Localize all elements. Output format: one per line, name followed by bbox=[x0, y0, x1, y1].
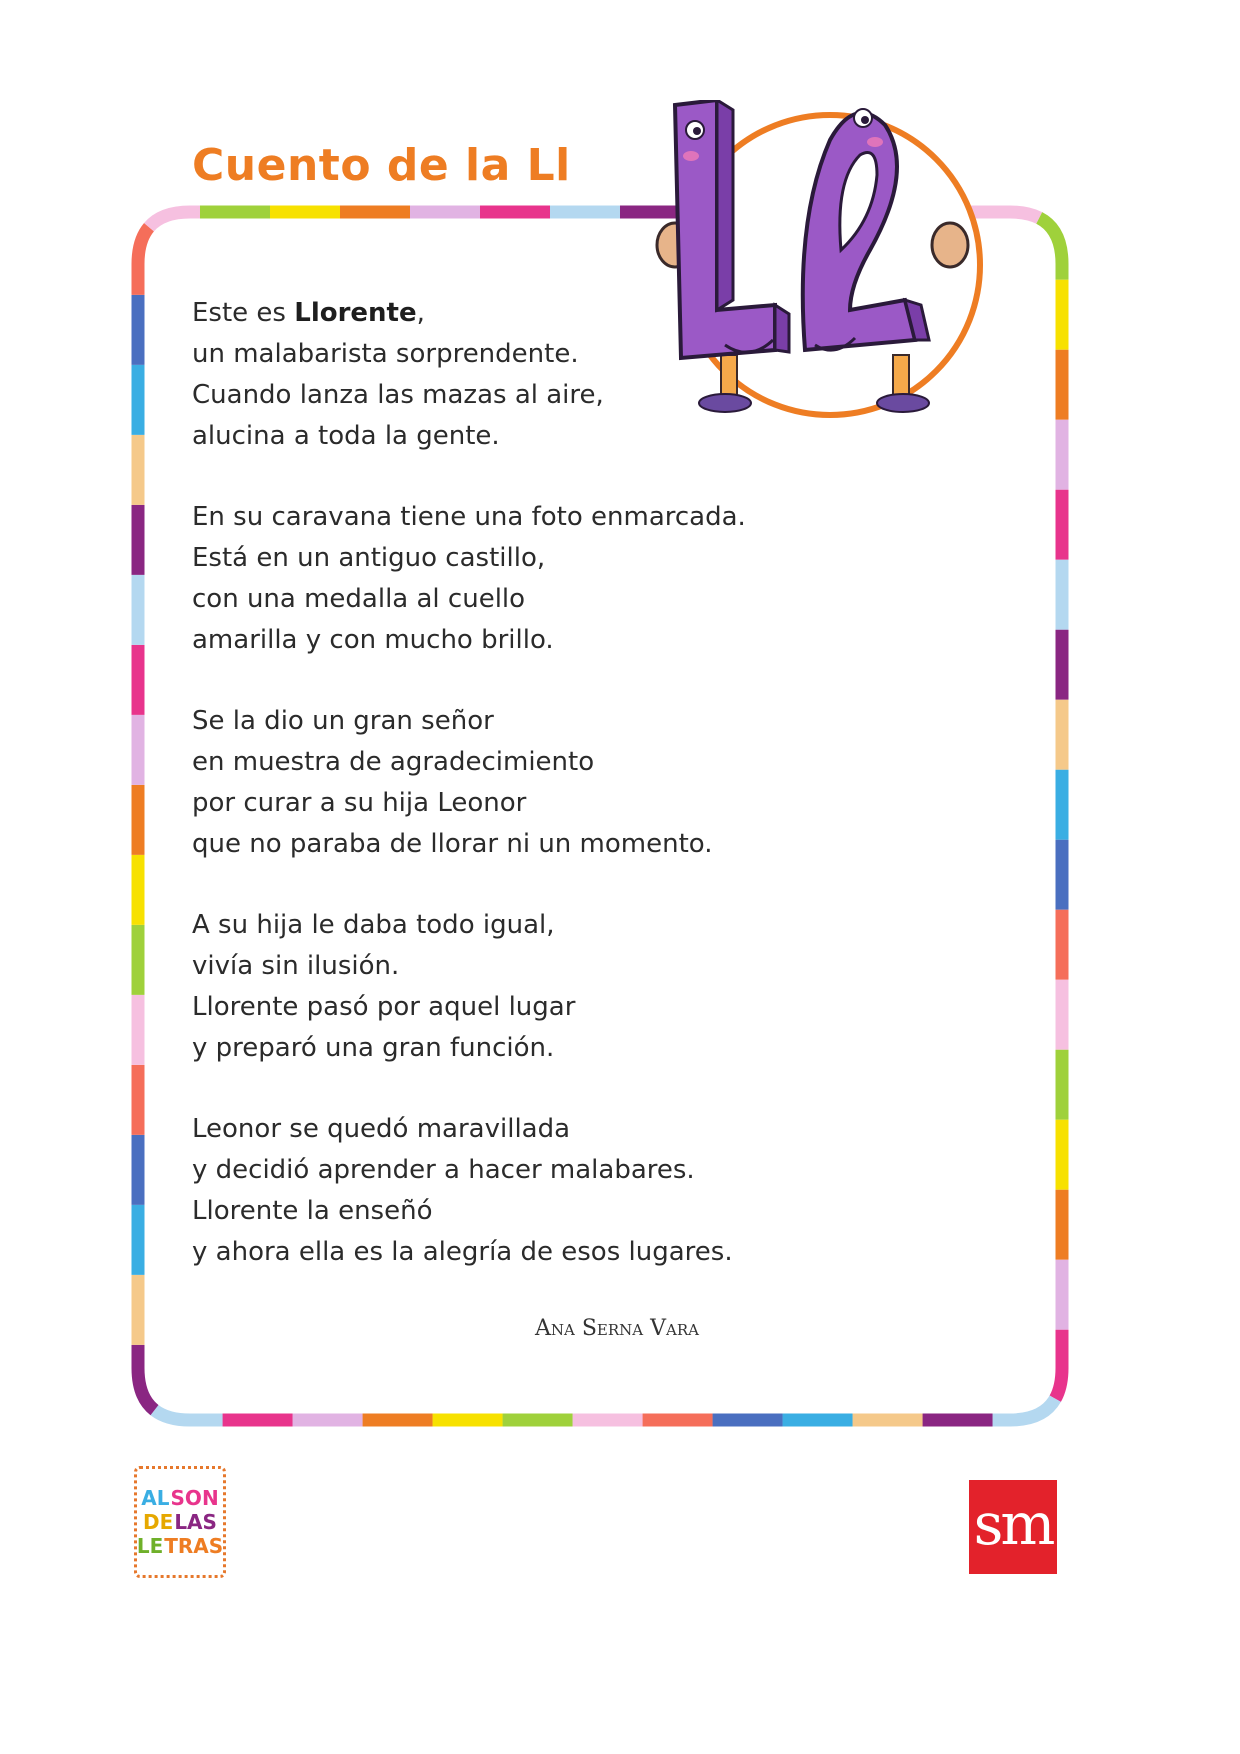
character-name: Llorente bbox=[294, 298, 417, 328]
stanza bbox=[192, 701, 752, 865]
poem-line: por curar a su hija Leonor bbox=[192, 788, 527, 818]
poem-line: Leonor se quedó maravillada bbox=[192, 1114, 571, 1144]
logo-row bbox=[141, 1486, 218, 1510]
al-son-de-las-letras-logo bbox=[134, 1466, 226, 1578]
logo-word: LAS bbox=[174, 1510, 217, 1534]
poem-line: Se la dio un gran señor bbox=[192, 706, 494, 736]
logo-row bbox=[143, 1510, 217, 1534]
poem-line: En su caravana tiene una foto enmarcada. bbox=[192, 502, 746, 532]
poem-line: A su hija le daba todo igual, bbox=[192, 910, 555, 940]
poem-line: en muestra de agradecimiento bbox=[192, 747, 595, 777]
poem-line: Está en un antiguo castillo, bbox=[192, 543, 546, 573]
poem-line: y decidió aprender a hacer malabares. bbox=[192, 1155, 695, 1185]
poem-line: Cuando lanza las mazas al aire, bbox=[192, 380, 604, 410]
poem-line: Llorente la enseñó bbox=[192, 1196, 433, 1226]
poem-line: y ahora ella es la alegría de esos lugares. bbox=[192, 1237, 733, 1267]
poem-line: un malabarista sorprendente. bbox=[192, 339, 579, 369]
poem-line: amarilla y con mucho brillo. bbox=[192, 625, 554, 655]
sm-publisher-logo: sm bbox=[969, 1480, 1057, 1574]
stanza bbox=[192, 497, 752, 661]
poem bbox=[192, 293, 752, 1313]
poem-line bbox=[192, 293, 752, 334]
line-text: Este es bbox=[192, 298, 295, 328]
stanza bbox=[192, 293, 752, 457]
poem-line: y preparó una gran función. bbox=[192, 1033, 555, 1063]
poem-line: alucina a toda la gente. bbox=[192, 421, 500, 451]
poem-line: vivía sin ilusión. bbox=[192, 951, 400, 981]
stanza bbox=[192, 1109, 752, 1273]
logo-word: AL bbox=[141, 1486, 170, 1510]
poem-line: Llorente pasó por aquel lugar bbox=[192, 992, 576, 1022]
poem-line: con una medalla al cuello bbox=[192, 584, 526, 614]
author-name: Ana Serna Vara bbox=[535, 1316, 699, 1341]
logo-row bbox=[137, 1534, 223, 1558]
stanza bbox=[192, 905, 752, 1069]
poem-line: que no paraba de llorar ni un momento. bbox=[192, 829, 713, 859]
logo-word: LE bbox=[136, 1534, 164, 1558]
logo-word: TRAS bbox=[164, 1534, 224, 1558]
logo-word: DE bbox=[143, 1510, 174, 1534]
logo-word: SON bbox=[170, 1486, 219, 1510]
page-title: Cuento de la Ll bbox=[192, 140, 571, 191]
line-text: , bbox=[416, 298, 425, 328]
